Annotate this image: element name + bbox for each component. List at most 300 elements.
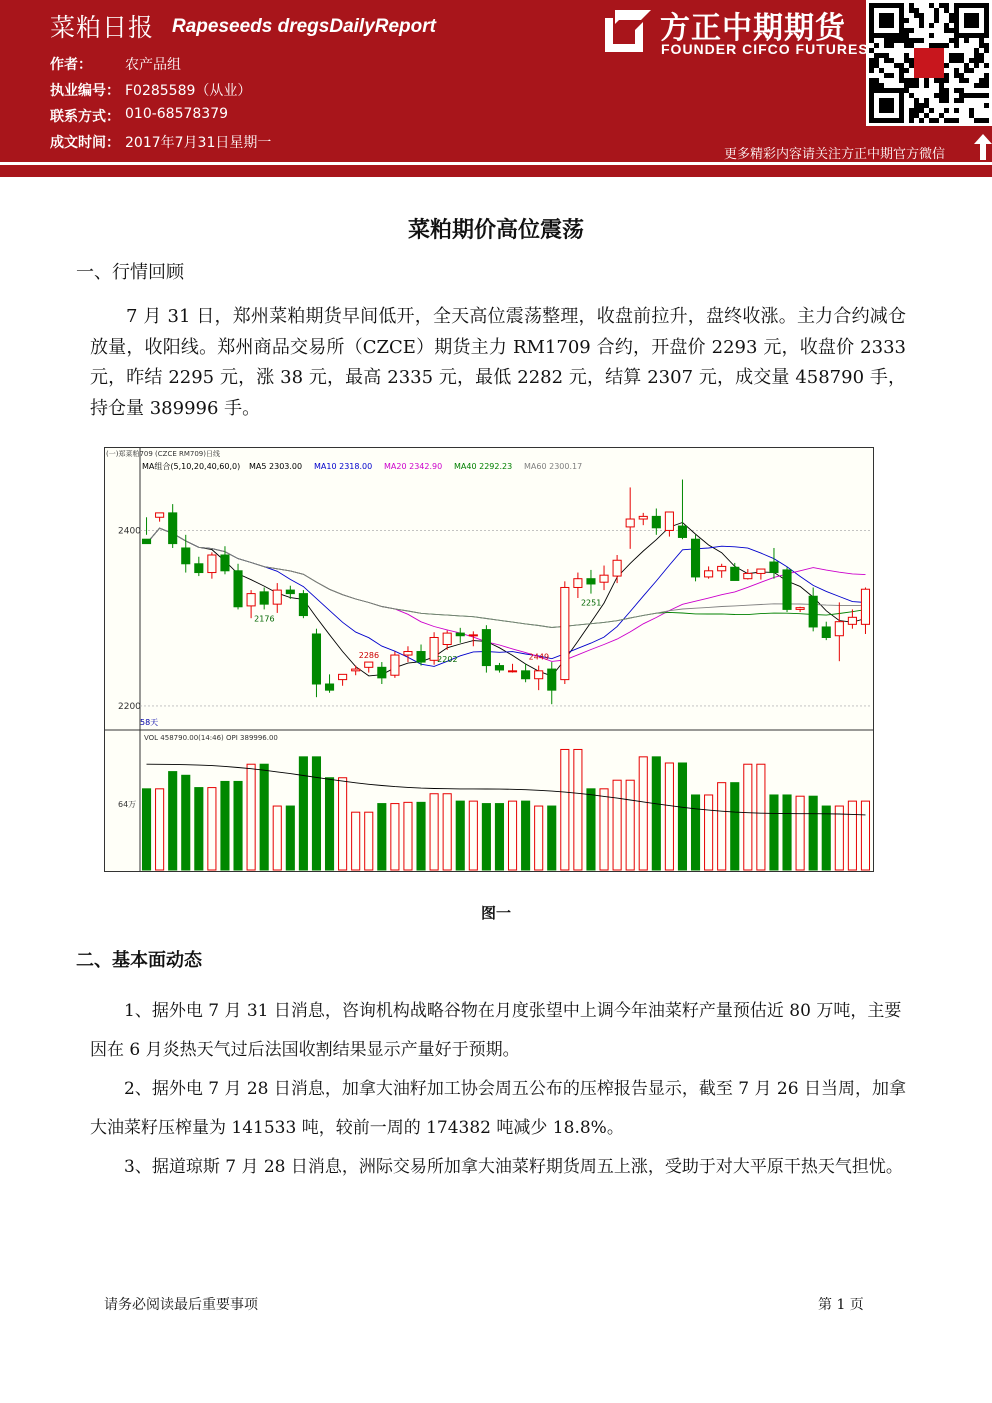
candle-body — [522, 671, 530, 679]
qr-module — [939, 3, 944, 8]
news-item: 2、据外电 7 月 28 日消息，加拿大油籽加工协会周五公布的压榨报告显示，截至 7 月 26 日当周，加拿大油菜籽压榨量为 141533 吨，较前一周的 174382 吨减少 18.8%。 — [90, 1079, 906, 1138]
candle-body — [352, 669, 360, 671]
qr-module — [969, 68, 974, 73]
qr-module — [909, 83, 914, 88]
volume-bar — [600, 789, 608, 870]
author-value: 农产品组 — [125, 57, 181, 73]
arrow-up-icon — [974, 134, 992, 160]
qr-module — [899, 68, 904, 73]
qr-module — [904, 68, 909, 73]
qr-module — [954, 88, 959, 93]
volume-bar — [495, 804, 503, 870]
qr-module — [984, 48, 989, 53]
qr-module — [944, 8, 949, 13]
candle-body — [142, 539, 150, 543]
volume-bar — [482, 804, 490, 870]
volume-bar — [822, 806, 830, 870]
candle-body — [848, 617, 856, 624]
volume-bar — [169, 772, 177, 870]
volume-bar — [273, 806, 281, 870]
volume-bar — [548, 806, 556, 870]
candle-body — [587, 579, 595, 584]
volume-bar — [221, 781, 229, 870]
qr-module — [979, 83, 984, 88]
candle-body — [665, 512, 673, 530]
qr-module — [899, 73, 904, 78]
qr-module — [919, 103, 924, 108]
license-value: F0285589（从业） — [125, 83, 252, 99]
qr-module — [974, 53, 979, 58]
candle-body — [182, 548, 190, 564]
volume-bar — [247, 764, 255, 870]
candle-body — [312, 634, 320, 684]
volume-bar — [443, 794, 451, 870]
qr-module — [914, 98, 919, 103]
price-annotation: 2251 — [580, 598, 602, 608]
qr-module — [939, 98, 944, 103]
qr-module — [869, 83, 874, 88]
report-title-cn: 菜粕日报 — [50, 13, 155, 42]
qr-module — [979, 93, 984, 98]
volume-bar — [182, 775, 190, 870]
qr-module — [934, 78, 939, 83]
date-value: 2017年7月31日星期一 — [125, 135, 272, 151]
qr-module — [909, 93, 914, 98]
founder-logo-icon — [605, 10, 651, 52]
qr-module — [924, 103, 929, 108]
qr-module — [884, 38, 889, 43]
volume-bar — [691, 795, 699, 870]
qr-module — [889, 73, 894, 78]
qr-module — [959, 58, 964, 63]
contact-row — [50, 106, 229, 126]
qr-module — [934, 18, 939, 23]
volume-bar — [522, 801, 530, 870]
volume-bar — [142, 789, 150, 870]
volume-bar — [639, 757, 647, 870]
candle-body — [835, 622, 843, 636]
volume-bar — [796, 796, 804, 870]
qr-finder — [964, 13, 979, 28]
qr-module — [969, 113, 974, 118]
qr-module — [934, 43, 939, 48]
qr-module — [909, 108, 914, 113]
candle-body — [508, 671, 516, 672]
qr-module — [959, 78, 964, 83]
qr-module — [979, 58, 984, 63]
qr-module — [909, 58, 914, 63]
candle-body — [600, 575, 608, 582]
qr-module — [874, 78, 879, 83]
qr-module — [974, 93, 979, 98]
qr-module — [924, 113, 929, 118]
author-label: 作者： — [50, 57, 92, 73]
news-item: 1、据外电 7 月 31 日消息，咨询机构战略谷物在月度张望中上调今年油菜籽产量预估近 80 万吨，主要因在 6 月炎热天气过后法国收割结果显示产量好于预期。 — [90, 1001, 902, 1060]
volume-bar — [861, 801, 869, 870]
y-tick-label: 2200 — [118, 701, 141, 712]
candle-body — [718, 566, 726, 570]
volume-bar — [613, 780, 621, 870]
candle-body — [757, 569, 765, 573]
qr-module — [874, 63, 879, 68]
candle-body — [535, 671, 543, 679]
volume-bar — [404, 802, 412, 870]
volume-bar — [770, 795, 778, 870]
qr-module — [979, 78, 984, 83]
volume-tick-label: 64万 — [118, 800, 137, 809]
qr-module — [984, 43, 989, 48]
candle-body — [404, 652, 412, 656]
qr-module — [929, 43, 934, 48]
qr-module — [964, 68, 969, 73]
volume-bar — [718, 783, 726, 870]
section-fundamentals: 二、基本面动态 — [76, 950, 202, 971]
qr-finder — [879, 13, 894, 28]
qr-center-logo-icon — [914, 48, 944, 78]
volume-bar — [705, 795, 713, 870]
qr-module — [984, 63, 989, 68]
qr-module — [954, 43, 959, 48]
volume-bar — [365, 812, 373, 870]
qr-module — [899, 78, 904, 83]
candle-body — [626, 519, 634, 527]
ma-legend-item: MA40 2292.23 — [454, 462, 513, 471]
volume-bar — [783, 795, 791, 870]
qr-module — [949, 28, 954, 33]
qr-module — [914, 113, 919, 118]
qr-module — [889, 43, 894, 48]
qr-module — [949, 58, 954, 63]
brand-name-en: FOUNDER CIFCO FUTURES — [661, 41, 869, 57]
ma-legend-item: MA10 2318.00 — [314, 462, 373, 471]
qr-module — [954, 98, 959, 103]
qr-module — [889, 58, 894, 63]
ma-legend-item: MA20 2342.90 — [384, 462, 443, 471]
report-header — [0, 0, 992, 162]
qr-module — [964, 78, 969, 83]
qr-module — [944, 88, 949, 93]
qr-module — [914, 83, 919, 88]
qr-module — [914, 108, 919, 113]
qr-module — [974, 48, 979, 53]
qr-module — [904, 78, 909, 83]
qr-module — [959, 88, 964, 93]
volume-bar — [352, 812, 360, 870]
qr-module — [949, 53, 954, 58]
qr-module — [884, 53, 889, 58]
candle-body — [574, 579, 582, 588]
volume-bar — [809, 796, 817, 870]
qr-module — [934, 118, 939, 123]
candle-body — [652, 516, 660, 527]
qr-module — [909, 43, 914, 48]
volume-bar — [652, 757, 660, 870]
qr-module — [904, 18, 909, 23]
candle-body — [639, 516, 647, 519]
qr-module — [899, 38, 904, 43]
qr-module — [974, 63, 979, 68]
qr-module — [944, 78, 949, 83]
qr-module — [984, 73, 989, 78]
qr-module — [894, 63, 899, 68]
days-axis-label: 58天 — [140, 718, 159, 727]
candle-body — [417, 652, 425, 663]
candle-body — [548, 669, 556, 690]
qr-module — [984, 83, 989, 88]
qr-module — [884, 73, 889, 78]
qr-module — [984, 93, 989, 98]
qr-module — [979, 53, 984, 58]
qr-module — [984, 103, 989, 108]
price-annotation: 2176 — [254, 614, 275, 624]
price-annotation: 2202 — [437, 654, 458, 664]
qr-module — [924, 83, 929, 88]
qr-module — [919, 18, 924, 23]
candle-body — [705, 571, 713, 577]
volume-bar — [156, 789, 164, 870]
qr-module — [944, 98, 949, 103]
chart-header-text: (一)郑菜粕709 (CZCE RM709)日线 — [106, 450, 220, 458]
qr-module — [929, 118, 934, 123]
volume-bar — [417, 802, 425, 870]
qr-module — [954, 73, 959, 78]
volume-bar — [391, 804, 399, 870]
qr-module — [979, 43, 984, 48]
volume-bar — [312, 757, 320, 870]
qr-module — [949, 18, 954, 23]
volume-bar — [325, 778, 333, 870]
qr-module — [929, 108, 934, 113]
candle-body — [861, 589, 869, 624]
qr-module — [869, 58, 874, 63]
qr-module — [944, 43, 949, 48]
qr-module — [919, 108, 924, 113]
qr-module — [934, 93, 939, 98]
candle-body — [247, 594, 255, 606]
date-row — [50, 132, 272, 152]
qr-module — [884, 58, 889, 63]
qr-module — [944, 118, 949, 123]
candlestick-chart — [104, 447, 874, 872]
qr-module — [919, 118, 924, 123]
candle-body — [339, 674, 347, 679]
candle-body — [195, 564, 203, 573]
qr-module — [959, 73, 964, 78]
news-item: 3、据道琼斯 7 月 28 日消息，洲际交易所加拿大油菜籽期货周五上涨，受助于对大平原干热天气担忧。 — [124, 1157, 903, 1177]
qr-module — [944, 108, 949, 113]
volume-bar — [587, 789, 595, 870]
qr-module — [944, 93, 949, 98]
qr-module — [939, 83, 944, 88]
qr-module — [879, 68, 884, 73]
qr-module — [909, 3, 914, 8]
price-chart — [104, 447, 874, 872]
contact-label: 联系方式： — [50, 109, 120, 125]
volume-bar — [848, 801, 856, 870]
candle-body — [156, 513, 164, 517]
volume-bar — [731, 783, 739, 870]
qr-module — [929, 23, 934, 28]
contact-value: 010-68578379 — [125, 106, 229, 122]
volume-bar — [286, 806, 294, 870]
qr-module — [914, 13, 919, 18]
volume-bar — [430, 794, 438, 870]
volume-bar — [535, 806, 543, 870]
license-row — [50, 80, 252, 100]
qr-module — [944, 73, 949, 78]
qr-module — [904, 58, 909, 63]
volume-bar — [339, 778, 347, 870]
qr-module — [879, 83, 884, 88]
candle-body — [378, 667, 386, 678]
footer-disclaimer: 请务必阅读最后重要事项 — [104, 1297, 258, 1313]
doc-title: 菜粕期价高位震荡 — [407, 218, 584, 243]
qr-module — [914, 103, 919, 108]
candle-body — [365, 662, 373, 667]
candle-body — [482, 630, 490, 666]
qr-module — [874, 58, 879, 63]
volume-bar — [456, 801, 464, 870]
qr-module — [909, 38, 914, 43]
qr-module — [909, 78, 914, 83]
qr-module — [954, 108, 959, 113]
qr-module — [874, 83, 879, 88]
volume-bar — [378, 804, 386, 870]
qr-module — [939, 43, 944, 48]
qr-module — [939, 78, 944, 83]
qr-module — [984, 78, 989, 83]
qr-module — [919, 13, 924, 18]
volume-bar — [678, 763, 686, 870]
candle-body — [234, 571, 242, 607]
volume-bar — [508, 801, 516, 870]
qr-module — [974, 118, 979, 123]
qr-module — [934, 13, 939, 18]
volume-bar — [744, 764, 752, 870]
qr-module — [919, 38, 924, 43]
qr-module — [914, 78, 919, 83]
qr-module — [909, 28, 914, 33]
ma-legend-item: MA5 2303.00 — [249, 462, 303, 471]
qr-module — [899, 63, 904, 68]
qr-module — [969, 58, 974, 63]
candle-body — [260, 592, 268, 604]
qr-module — [954, 118, 959, 123]
qr-module — [944, 63, 949, 68]
qr-module — [979, 38, 984, 43]
candle-body — [809, 596, 817, 627]
qr-module — [904, 88, 909, 93]
qr-module — [869, 48, 874, 53]
qr-module — [904, 33, 909, 38]
volume-bar — [757, 764, 765, 870]
qr-module — [984, 118, 989, 123]
price-annotation: 2286 — [358, 650, 380, 660]
volume-bar — [208, 788, 216, 870]
license-label: 执业编号： — [50, 83, 120, 99]
candle-body — [770, 562, 778, 573]
ma-legend-item: MA组合(5,10,20,40,60,0) — [142, 462, 241, 471]
qr-module — [889, 38, 894, 43]
candle-body — [495, 666, 503, 670]
candle-body — [678, 526, 686, 537]
qr-module — [909, 113, 914, 118]
volume-bar — [574, 749, 582, 870]
qr-module — [944, 28, 949, 33]
qr-code-icon[interactable] — [866, 0, 992, 126]
qr-module — [879, 53, 884, 58]
qr-module — [944, 23, 949, 28]
qr-module — [969, 108, 974, 113]
qr-module — [959, 93, 964, 98]
candle-body — [325, 684, 333, 690]
qr-module — [954, 68, 959, 73]
news-list — [90, 992, 906, 1187]
qr-module — [874, 53, 879, 58]
qr-module — [914, 8, 919, 13]
candle-body — [822, 627, 830, 638]
qr-module — [874, 43, 879, 48]
qr-module — [884, 43, 889, 48]
candle-body — [456, 633, 464, 636]
candle-body — [783, 570, 791, 609]
qr-module — [939, 93, 944, 98]
qr-module — [869, 78, 874, 83]
qr-module — [979, 118, 984, 123]
qr-module — [969, 93, 974, 98]
volume-bar — [260, 764, 268, 870]
qr-module — [949, 118, 954, 123]
candle-body — [169, 513, 177, 544]
candle-body — [208, 555, 216, 573]
qr-finder — [879, 98, 894, 113]
candle-body — [286, 590, 294, 594]
volume-bar — [469, 801, 477, 870]
qr-module — [954, 53, 959, 58]
candle-body — [613, 560, 621, 576]
qr-module — [949, 38, 954, 43]
qr-module — [909, 118, 914, 123]
qr-module — [944, 3, 949, 8]
qr-module — [919, 23, 924, 28]
qr-module — [929, 3, 934, 8]
ma-legend-item: MA60 2300.17 — [524, 462, 583, 471]
candle-body — [443, 633, 451, 644]
qr-module — [964, 38, 969, 43]
figure-caption: 图一 — [480, 904, 511, 922]
qr-module — [964, 63, 969, 68]
qr-module — [974, 58, 979, 63]
volume-bar — [835, 806, 843, 870]
date-label: 成文时间： — [50, 135, 120, 151]
qr-module — [964, 93, 969, 98]
qr-module — [909, 8, 914, 13]
candle-body — [731, 567, 739, 580]
candle-body — [744, 573, 752, 578]
qr-module — [949, 13, 954, 18]
section-market-review: 一、行情回顾 — [76, 262, 184, 283]
qr-module — [939, 88, 944, 93]
wechat-follow-text: 更多精彩内容请关注方正中期官方微信 — [724, 147, 946, 162]
qr-module — [869, 63, 874, 68]
qr-module — [904, 38, 909, 43]
y-tick-label: 2400 — [118, 526, 141, 537]
qr-module — [924, 78, 929, 83]
page-number: 第 1 页 — [818, 1297, 864, 1313]
candle-body — [273, 590, 281, 604]
qr-module — [959, 98, 964, 103]
volume-bar — [626, 780, 634, 870]
